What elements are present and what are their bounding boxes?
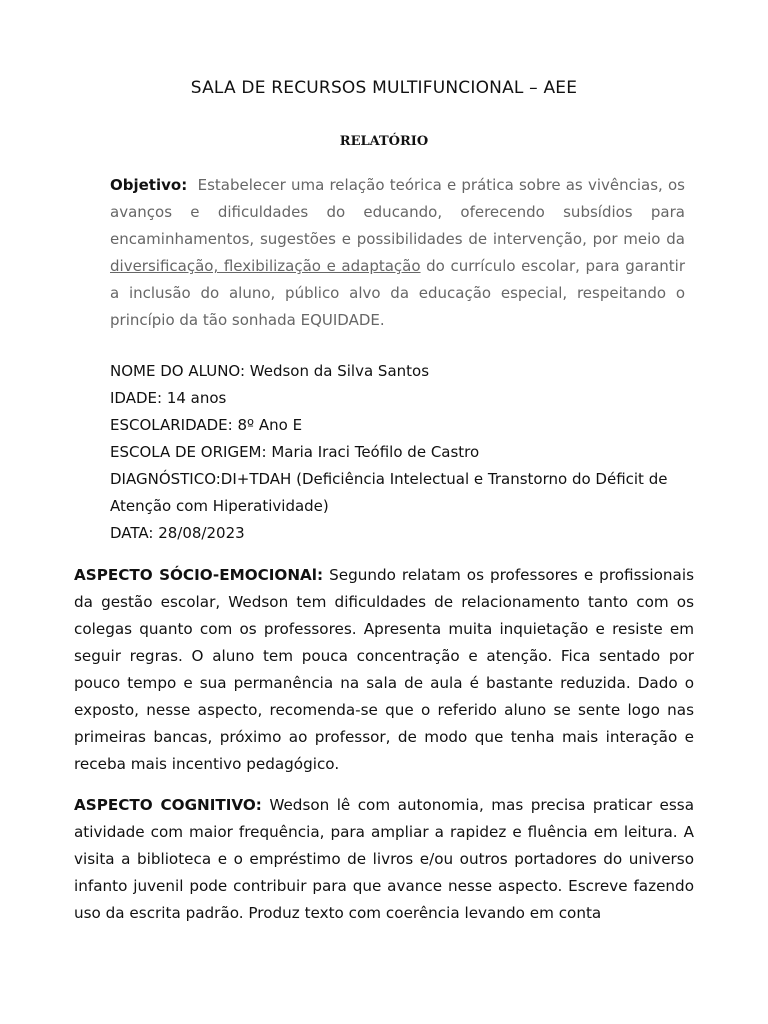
socio-emotional-label: ASPECTO SÓCIO-EMOCIONAl: [74,566,324,584]
socio-emotional-paragraph [74,562,694,778]
document-subtitle: RELATÓRIO [339,134,429,149]
student-school: ESCOLA DE ORIGEM: Maria Iraci Teófilo de Castro [110,443,480,461]
socio-emotional-text: Segundo relatam os professores e profissionais da gestão escolar, Wedson tem dificuldades de relacionamento tanto com os colegas quanto com os professores. Apresenta muita inquietação e resiste em seguir regras. O aluno tem pouca concentração e atenção. Fica sentado por pouco tempo e sua permanência na sala de aula é bastante reduzida. Dado o exposto, nesse aspecto, recomenda-se que o referido aluno se sente logo nas primeiras bancas, próximo ao professor, de modo que tenha mais interação e receba mais incentivo pedagógico. [74,566,694,773]
student-diagnosis: DIAGNÓSTICO:DI+TDAH (Deficiência Intelectual e Transtorno do Déficit de Atenção com Hiperatividade) [110,470,668,515]
student-info-block [110,358,670,547]
cognitive-label: ASPECTO COGNITIVO: [74,796,262,814]
objective-text-after: do currículo escolar, para garantir a inclusão do aluno, público alvo da educação especial, respeitando o princípio da tão sonhada EQUIDADE. [110,257,685,329]
document-title: SALA DE RECURSOS MULTIFUNCIONAL – AEE [190,78,578,98]
objective-text-before: Estabelecer uma relação teórica e prática sobre as vivências, os avanços e dificuldades do educando, oferecendo subsídios para encaminhamentos, sugestões e possibilidades de intervenção, por meio da [110,176,685,248]
objective-underlined-text: diversificação, flexibilização e adaptação [110,257,421,275]
cognitive-text: Wedson lê com autonomia, mas precisa praticar essa atividade com maior frequência, para ampliar a rapidez e fluência em leitura. A visita a biblioteca e o empréstimo de livros e/ou outros portadores do universo infanto juvenil pode contribuir para que avance nesse aspecto. Escreve fazendo uso da escrita padrão. Produz texto com coerência levando em conta [74,796,694,922]
cognitive-paragraph [74,792,694,942]
student-name: NOME DO ALUNO: Wedson da Silva Santos [110,362,430,380]
student-schooling: ESCOLARIDADE: 8º Ano E [110,416,303,434]
objective-paragraph [110,172,685,334]
report-date: DATA: 28/08/2023 [110,524,245,542]
student-age: IDADE: 14 anos [110,389,227,407]
objective-label: Objetivo: [110,176,188,194]
